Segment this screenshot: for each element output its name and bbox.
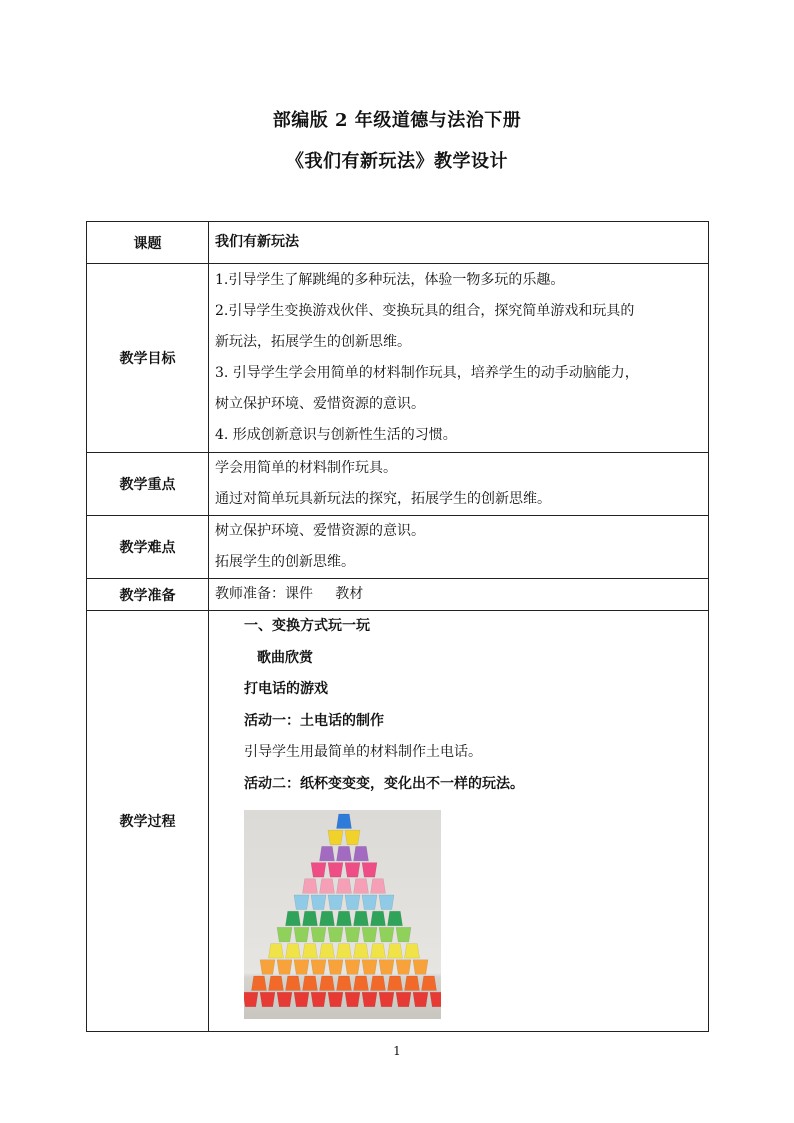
paper-cup	[413, 960, 428, 975]
paper-cup	[269, 944, 284, 959]
row-process	[87, 611, 709, 1032]
paper-cup	[328, 927, 343, 942]
paper-cup	[362, 863, 377, 878]
paper-cup	[362, 895, 377, 910]
paper-cup	[379, 960, 394, 975]
lesson-plan-table	[86, 221, 709, 1032]
paper-cup	[311, 992, 326, 1007]
paper-cup	[354, 976, 369, 991]
paper-cup	[362, 992, 377, 1007]
paper-cup	[337, 879, 352, 894]
paper-cup	[277, 960, 292, 975]
preparation-value: 教师准备：课件 教材	[209, 579, 709, 611]
paper-cup	[311, 863, 326, 878]
cup-pyramid-illustration	[244, 810, 441, 1019]
objective-line: 2.引导学生变换游戏伙伴、变换玩具的组合，探究简单游戏和玩具的	[215, 303, 635, 319]
paper-cup	[303, 976, 318, 991]
paper-cup	[413, 992, 428, 1007]
paper-cup	[252, 976, 267, 991]
paper-cup	[277, 927, 292, 942]
paper-cup	[388, 944, 403, 959]
row-preparation	[87, 579, 709, 611]
difficulty-line: 树立保护环境、爱惜资源的意识。	[215, 523, 425, 539]
process-line: 歌曲欣赏	[257, 649, 313, 666]
process-content	[209, 611, 709, 1032]
paper-cup	[354, 911, 369, 926]
paper-cup	[320, 976, 335, 991]
paper-cup	[311, 960, 326, 975]
row-objectives	[87, 264, 709, 453]
paper-cup	[345, 895, 360, 910]
paper-cup	[320, 944, 335, 959]
process-line: 一、变换方式玩一玩	[244, 618, 370, 634]
paper-cup	[337, 846, 352, 861]
paper-cup	[345, 863, 360, 878]
paper-cup	[328, 830, 343, 845]
objective-line: 1.引导学生了解跳绳的多种玩法，体验一物多玩的乐趣。	[215, 272, 565, 288]
difficulties-content	[209, 516, 709, 579]
paper-cup	[328, 895, 343, 910]
paper-cup	[362, 927, 377, 942]
paper-cup	[430, 992, 441, 1007]
label-process: 教学过程	[87, 611, 209, 1032]
paper-cup	[294, 992, 309, 1007]
paper-cup	[328, 992, 343, 1007]
paper-cup	[379, 992, 394, 1007]
paper-cup	[286, 911, 301, 926]
paper-cup	[320, 846, 335, 861]
process-line: 引导学生用最简单的材料制作土电话。	[244, 744, 482, 760]
difficulty-line: 拓展学生的创新思维。	[215, 554, 355, 570]
paper-cup	[337, 814, 352, 829]
label-preparation: 教学准备	[87, 579, 209, 611]
paper-cup	[379, 895, 394, 910]
paper-cup	[396, 927, 411, 942]
row-topic	[87, 222, 709, 264]
topic-value: 我们有新玩法	[209, 222, 709, 264]
page-number: 1	[393, 1044, 401, 1058]
paper-cup	[371, 911, 386, 926]
row-difficulties	[87, 516, 709, 579]
paper-cup	[311, 895, 326, 910]
paper-cup	[354, 944, 369, 959]
paper-cup	[371, 879, 386, 894]
label-key-points: 教学重点	[87, 453, 209, 516]
paper-cup	[362, 960, 377, 975]
objective-line: 新玩法，拓展学生的创新思维。	[215, 334, 411, 350]
paper-cup	[405, 944, 420, 959]
key-point-line: 学会用简单的材料制作玩具。	[215, 460, 397, 476]
paper-cup	[345, 992, 360, 1007]
paper-cup	[405, 976, 420, 991]
label-objectives: 教学目标	[87, 264, 209, 453]
paper-cup	[260, 992, 275, 1007]
paper-cup	[294, 927, 309, 942]
paper-cup	[277, 992, 292, 1007]
paper-cup	[328, 960, 343, 975]
paper-cup	[345, 960, 360, 975]
paper-cup	[294, 895, 309, 910]
paper-cup	[303, 944, 318, 959]
paper-cup	[328, 863, 343, 878]
paper-cup	[379, 927, 394, 942]
paper-cup	[244, 992, 258, 1007]
paper-cup	[260, 960, 275, 975]
objective-line: 4. 形成创新意识与创新性生活的习惯。	[215, 427, 457, 443]
paper-cup	[396, 960, 411, 975]
paper-cup	[337, 944, 352, 959]
objectives-content	[209, 264, 709, 453]
row-key-points	[87, 453, 709, 516]
process-line: 活动二：纸杯变变变，变化出不一样的玩法。	[244, 775, 524, 792]
process-line: 活动一：土电话的制作	[244, 712, 384, 729]
paper-cup	[311, 927, 326, 942]
key-points-content	[209, 453, 709, 516]
key-point-line: 通过对简单玩具新玩法的探究，拓展学生的创新思维。	[215, 491, 551, 507]
paper-cup	[286, 944, 301, 959]
label-topic: 课题	[87, 222, 209, 264]
paper-cup	[354, 879, 369, 894]
paper-cup	[345, 927, 360, 942]
paper-cup	[337, 976, 352, 991]
paper-cup	[303, 911, 318, 926]
objective-line: 树立保护环境、爱惜资源的意识。	[215, 396, 425, 412]
paper-cup	[371, 944, 386, 959]
objective-line: 3. 引导学生学会用简单的材料制作玩具，培养学生的动手动脑能力，	[215, 365, 639, 381]
paper-cup	[396, 992, 411, 1007]
paper-cup-pyramid-photo	[244, 810, 441, 1019]
paper-cup	[320, 879, 335, 894]
paper-cup	[337, 911, 352, 926]
paper-cup	[320, 911, 335, 926]
paper-cup	[303, 879, 318, 894]
paper-cup	[422, 976, 437, 991]
paper-cup	[345, 830, 360, 845]
paper-cup	[388, 911, 403, 926]
document-title: 部编版 2 年级道德与法治下册	[272, 110, 522, 131]
label-difficulties: 教学难点	[87, 516, 209, 579]
document-subtitle: 《我们有新玩法》教学设计	[286, 151, 508, 172]
paper-cup	[354, 846, 369, 861]
paper-cup	[388, 976, 403, 991]
paper-cup	[294, 960, 309, 975]
process-line: 打电话的游戏	[244, 681, 328, 697]
paper-cup	[371, 976, 386, 991]
paper-cup	[286, 976, 301, 991]
paper-cup	[269, 976, 284, 991]
